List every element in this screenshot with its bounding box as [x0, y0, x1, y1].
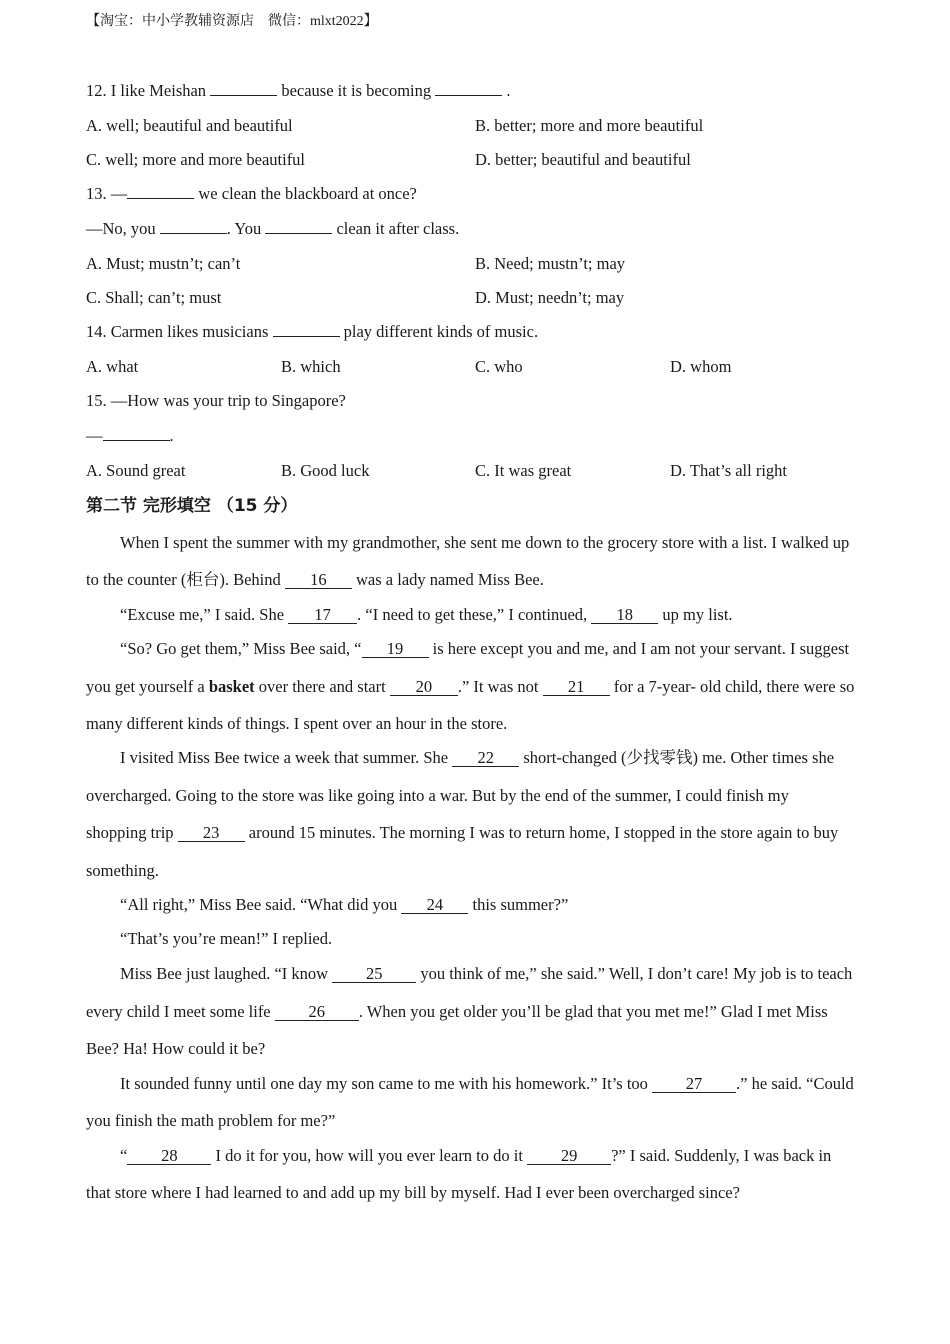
passage-text: every child I meet some life	[86, 1002, 271, 1021]
question-14-stem	[86, 322, 538, 342]
passage-text: “All right,” Miss Bee said. “What did you	[120, 895, 398, 914]
passage-line	[120, 639, 849, 659]
passage-text: I visited Miss Bee twice a week that summer. She	[120, 748, 449, 767]
passage-text: for a 7-year- old child, there were so	[613, 677, 855, 696]
passage-text: It sounded funny until one day my son came to me with his homework.” It’s too	[120, 1074, 648, 1093]
header-watermark: 【淘宝：中小学教辅资源店 微信：mlxt2022】	[86, 14, 378, 29]
q13-option-a: A. Must; mustn’t; can’t	[86, 254, 241, 273]
q12-option-a: A. well; beautiful and beautiful	[86, 116, 293, 135]
passage-text: . When you get older you’ll be glad that you met me!” Glad I met Miss	[358, 1002, 828, 1021]
passage-line	[86, 1002, 828, 1022]
passage-text: is here except you and me, and I am not your servant. I suggest	[432, 639, 850, 658]
passage-line	[120, 895, 568, 915]
answer-blank	[160, 219, 227, 234]
q14-option-d: D. whom	[670, 357, 732, 376]
passage-line: Bee? Ha! How could it be?	[86, 1039, 266, 1058]
q14-stem-a: 14. Carmen likes musicians	[86, 322, 269, 341]
blank-21: 21	[543, 678, 610, 696]
blank-16: 16	[285, 571, 352, 589]
blank-19: 19	[362, 640, 429, 658]
passage-line: “That’s you’re mean!” I replied.	[120, 929, 333, 948]
passage-line	[120, 964, 852, 984]
passage-line	[120, 1074, 854, 1094]
blank-23: 23	[178, 824, 245, 842]
passage-text: up my list.	[662, 605, 733, 624]
passage-text: over there and start	[258, 677, 386, 696]
passage-text: was a lady named Miss Bee.	[356, 570, 544, 589]
q12-stem-text-c: .	[506, 81, 511, 100]
q14-option-c: C. who	[475, 357, 523, 376]
q13-line1-a: 13. —	[86, 184, 128, 203]
answer-blank	[273, 322, 340, 337]
passage-line: that store where I had learned to and add up my bill by myself. Had I ever been overcharged since?	[86, 1183, 740, 1202]
passage-text: you get yourself a	[86, 677, 205, 696]
passage-text: ?” I said. Suddenly, I was back in	[611, 1146, 832, 1165]
passage-text: .” It was not	[457, 677, 539, 696]
passage-text: . “I need to get these,” I continued,	[357, 605, 588, 624]
passage-line: overcharged. Going to the store was like going into a war. But by the end of the summer, I could finish my	[86, 786, 789, 805]
blank-26: 26	[275, 1003, 359, 1021]
answer-blank	[210, 81, 277, 96]
question-15-stem: 15. —How was your trip to Singapore?	[86, 391, 346, 410]
q14-option-a: A. what	[86, 357, 139, 376]
passage-line	[86, 570, 544, 590]
answer-blank	[103, 426, 170, 441]
q12-stem-text-a: 12. I like Meishan	[86, 81, 207, 100]
passage-text: “	[120, 1146, 128, 1165]
q15-option-b: B. Good luck	[281, 461, 370, 480]
section-title: 第二节 完形填空 （15 分）	[86, 496, 298, 516]
passage-text: short-changed (少找零钱) me. Other times she	[523, 748, 835, 767]
passage-text: shopping trip	[86, 823, 174, 842]
passage-line	[86, 823, 838, 843]
passage-line	[120, 605, 733, 625]
question-13-response	[86, 219, 459, 239]
answer-blank	[435, 81, 502, 96]
blank-27: 27	[652, 1075, 736, 1093]
q15-option-c: C. It was great	[475, 461, 572, 480]
question-15-response	[86, 426, 174, 446]
question-12-stem	[86, 81, 511, 101]
q15-line2-a: —	[86, 426, 103, 445]
passage-text: you think of me,” she said.” Well, I don’t care! My job is to teach	[420, 964, 853, 983]
q15-line2-b: .	[169, 426, 174, 445]
q13-line2-b: . You	[226, 219, 262, 238]
q14-option-b: B. which	[281, 357, 341, 376]
passage-line	[120, 1146, 831, 1166]
q12-stem-text-b: because it is becoming	[281, 81, 432, 100]
q15-option-d: D. That’s all right	[670, 461, 788, 480]
q13-line2-c: clean it after class.	[336, 219, 460, 238]
q14-stem-b: play different kinds of music.	[343, 322, 539, 341]
question-13-stem	[86, 184, 417, 204]
passage-line: something.	[86, 861, 159, 880]
passage-text: around 15 minutes. The morning I was to return home, I stopped in the store again to buy	[248, 823, 839, 842]
q13-option-d: D. Must; needn’t; may	[475, 288, 625, 307]
blank-25: 25	[332, 965, 416, 983]
passage-line: When I spent the summer with my grandmother, she sent me down to the grocery store with a list. I walked up	[120, 533, 850, 552]
blank-24: 24	[401, 896, 468, 914]
passage-line	[86, 677, 854, 697]
blank-18: 18	[591, 606, 658, 624]
q12-option-c: C. well; more and more beautiful	[86, 150, 306, 169]
answer-blank	[127, 184, 194, 199]
passage-text: to the counter (柜台). Behind	[86, 570, 281, 589]
passage-line: you finish the math problem for me?”	[86, 1111, 336, 1130]
blank-29: 29	[527, 1147, 611, 1165]
passage-text: Miss Bee just laughed. “I know	[120, 964, 329, 983]
blank-22: 22	[452, 749, 519, 767]
blank-28: 28	[127, 1147, 211, 1165]
passage-text: this summer?”	[472, 895, 569, 914]
q12-option-b: B. better; more and more beautiful	[475, 116, 704, 135]
passage-line: many different kinds of things. I spent over an hour in the store.	[86, 714, 508, 733]
passage-text: I do it for you, how will you ever learn to do it	[215, 1146, 523, 1165]
q13-option-c: C. Shall; can’t; must	[86, 288, 222, 307]
passage-text: “So? Go get them,” Miss Bee said, “	[120, 639, 362, 658]
q13-line2-a: —No, you	[86, 219, 156, 238]
q12-option-d: D. better; beautiful and beautiful	[475, 150, 691, 169]
answer-blank	[265, 219, 332, 234]
passage-text: “Excuse me,” I said. She	[120, 605, 285, 624]
q15-option-a: A. Sound great	[86, 461, 186, 480]
blank-20: 20	[390, 678, 458, 696]
blank-17: 17	[288, 606, 357, 624]
q13-option-b: B. Need; mustn’t; may	[475, 254, 626, 273]
passage-text: .” he said. “Could	[736, 1074, 854, 1093]
q13-line1-b: we clean the blackboard at once?	[198, 184, 417, 203]
passage-line	[120, 748, 834, 768]
passage-bold-word: basket	[208, 677, 255, 696]
